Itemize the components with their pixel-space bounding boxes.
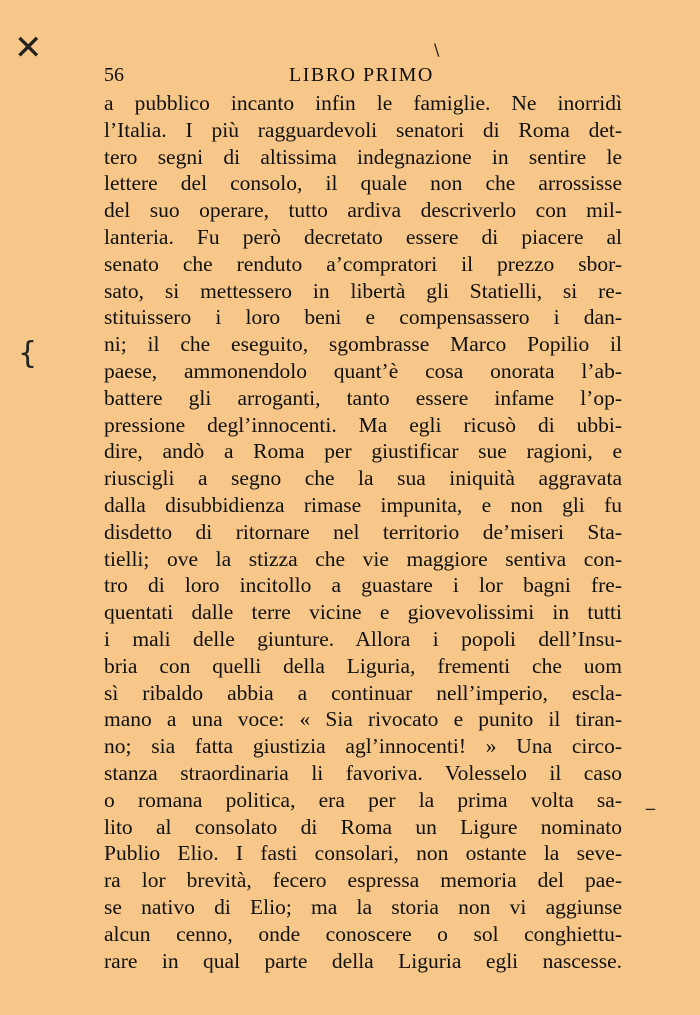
text-line: l’Italia. I più ragguardevoli senatori di Roma det-: [104, 117, 622, 142]
margin-mark-brace-left: {: [18, 336, 38, 371]
text-line: i mali delle giunture. Allora i popoli dell’Insu-: [104, 626, 622, 651]
text-line: Publio Elio. I fasti consolari, non ostante la seve-: [104, 841, 622, 866]
running-title: LIBRO PRIMO: [289, 64, 434, 86]
margin-mark-top-left: ✕: [14, 28, 43, 68]
text-line: ni; il che eseguito, sgombrasse Marco Popilio il: [104, 332, 622, 357]
text-line: stanza straordinaria li favoriva. Volesselo il caso: [104, 760, 622, 785]
text-line: rare in qual parte della Liguria egli nascesse.: [104, 948, 622, 973]
text-line: pressione degl’innocenti. Ma egli ricusò di ubbi-: [104, 412, 622, 437]
text-line: bria con quelli della Liguria, frementi che uom: [104, 653, 622, 678]
text-line: paese, ammonendolo quant’è cosa onorata l’ab-: [104, 358, 622, 383]
text-line: lito al consolato di Roma un Ligure nominato: [104, 814, 622, 839]
text-line: dire, andò a Roma per giustificar sue ragioni, e: [104, 439, 622, 464]
text-line: lettere del consolo, il quale non che arrossisse: [104, 171, 622, 196]
text-line: sì ribaldo abbia a continuar nell’imperio, escla-: [104, 680, 622, 705]
text-line: mano a una voce: « Sia rivocato e punito il tiran-: [104, 707, 622, 732]
body-text: [104, 90, 622, 974]
text-line: sato, si mettessero in libertà gli Statielli, si re-: [104, 278, 622, 303]
text-line: lanteria. Fu però decretato essere di piacere al: [104, 224, 622, 249]
text-line: ra lor brevità, fecero espressa memoria del pae-: [104, 868, 622, 893]
text-line: o romana politica, era per la prima volta sa-: [104, 787, 622, 812]
text-line: no; sia fatta giustizia agl’innocenti! » Una circo-: [104, 734, 622, 759]
text-line: se nativo di Elio; ma la storia non vi aggiunse: [104, 894, 622, 919]
text-line: battere gli arroganti, tanto essere infame l’op-: [104, 385, 622, 410]
text-line: disdetto di ritornare nel territorio de’miseri Sta-: [104, 519, 622, 544]
text-line: tero segni di altissima indegnazione in sentire le: [104, 144, 622, 169]
page-header: [104, 64, 624, 92]
text-line: del suo operare, tutto ardiva descriverlo con mil-: [104, 198, 622, 223]
page-number: 56: [104, 64, 124, 86]
text-line: riuscigli a segno che la sua iniquità aggravata: [104, 466, 622, 491]
text-line: dalla disubbidienza rimase impunita, e non gli fu: [104, 492, 622, 517]
text-line: tielli; ove la stizza che vie maggiore sentiva con-: [104, 546, 622, 571]
text-line: senato che renduto a’compratori il prezzo sbor-: [104, 251, 622, 276]
text-line: stituissero i loro beni e compensassero i dan-: [104, 305, 622, 330]
margin-mark-dash-right: _: [646, 790, 655, 811]
text-line: quentati dalle terre vicine e giovevolissimi in tutti: [104, 600, 622, 625]
text-line: a pubblico incanto infin le famiglie. Ne inorridì: [104, 91, 622, 115]
text-line: alcun cenno, onde conoscere o sol conghiettu-: [104, 921, 622, 946]
text-line: tro di loro incitollo a guastare i lor bagni fre-: [104, 573, 622, 598]
margin-mark-dot-top: \: [434, 40, 440, 59]
